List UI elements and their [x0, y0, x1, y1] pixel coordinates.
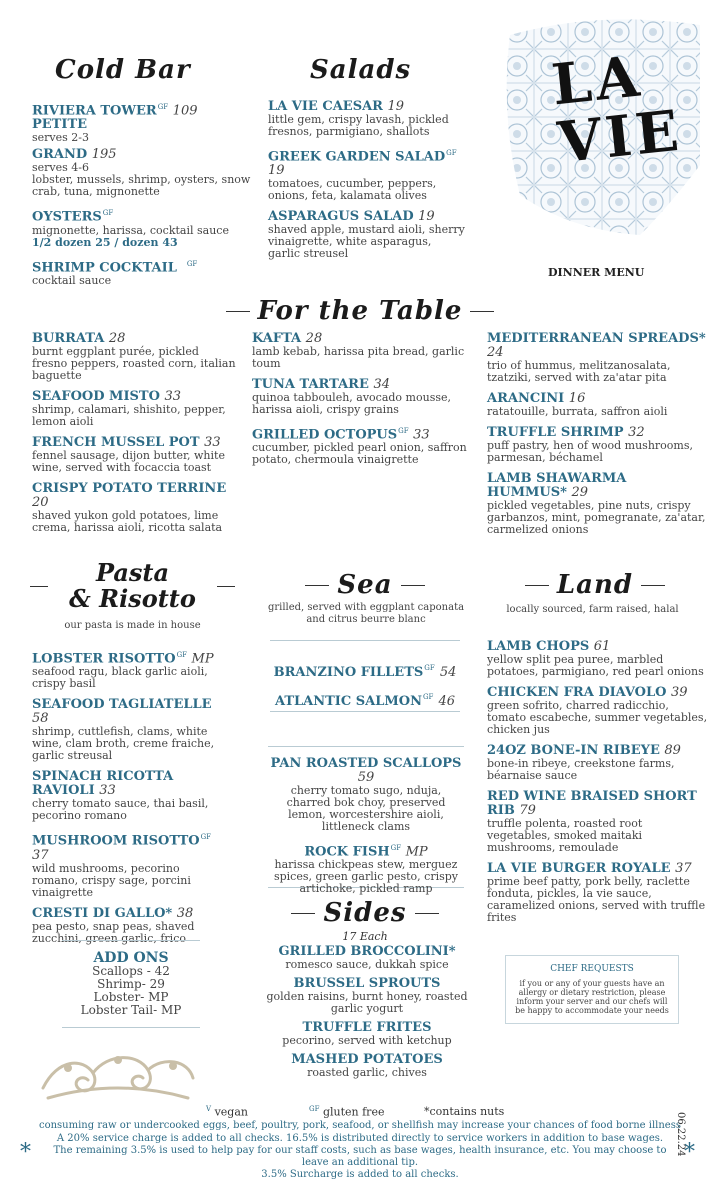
item-desc: puff pastry, hen of wood mushrooms, parmesan, béchamel [487, 439, 693, 464]
divider [415, 913, 439, 914]
menu-item [32, 148, 257, 198]
menu-item [268, 757, 464, 833]
menu-item [32, 257, 257, 287]
item-price: 20 [32, 495, 49, 510]
gf-mark: GF [390, 844, 402, 852]
item-desc: truffle polenta, roasted root vegetables, smoked maitaki mushrooms, remoulade [487, 817, 643, 854]
item-name: CRESTI DI GALLO* [32, 905, 173, 921]
item-name: SEAFOOD TAGLIATELLE [32, 697, 212, 713]
item-desc: shaved apple, mustard aioli, sherry vinaigrette, white asparagus, garlic streusel [268, 223, 465, 261]
menu-item [32, 390, 237, 428]
item-price: 39 [671, 685, 688, 700]
add-on-line: Shrimp- 29 [97, 977, 165, 991]
item-desc: burnt eggplant purée, pickled fresno peppers, roasted corn, italian baguette [32, 345, 236, 382]
chef-requests-text: if you or any of your guests have an allergy or dietary restriction, please inform your server and our chefs will be happy to accommodate your needs [515, 979, 669, 1015]
item-price: 19 [418, 209, 435, 225]
gf-mark: GF [398, 427, 409, 435]
sides-section [262, 945, 472, 1087]
item-name: TUNA TARTARE [252, 377, 369, 392]
menu-item [32, 332, 237, 382]
menu-item [268, 146, 466, 202]
pasta-title-line2: & Risotto [69, 584, 196, 613]
menu-item [32, 698, 222, 762]
item-name: LOBSTER RISOTTO [32, 651, 176, 667]
divider [305, 585, 329, 586]
item-name: GRILLED BROCCOLINI* [278, 944, 456, 959]
item-desc: golden raisins, burnt honey, roasted garlic yogurt [266, 990, 468, 1015]
item-desc: shrimp, calamari, shishito, pepper, lemon aioli [32, 403, 226, 428]
menu-item [487, 686, 709, 736]
item-price: 24 [487, 345, 504, 360]
item-name: CHICKEN FRA DIAVOLO [487, 685, 667, 700]
item-desc: cherry tomato sauce, thai basil, pecorino romano [32, 797, 209, 823]
pasta-note: our pasta is made in house [64, 620, 201, 631]
divider [217, 586, 235, 587]
sides-heading [260, 898, 470, 928]
menu-item [487, 862, 709, 924]
item-desc: pecorino, served with ketchup [282, 1034, 452, 1047]
divider [291, 913, 315, 914]
item-desc: serves 4-6 lobster, mussels, shrimp, oysters, snow crab, tuna, mignonette [32, 161, 251, 199]
item-name: RIVIERA TOWER [32, 103, 157, 119]
item-name: ROCK FISH [304, 844, 390, 860]
menu-item [487, 472, 709, 536]
item-desc: little gem, crispy lavash, pickled fresnos, parmigiano, shallots [268, 113, 449, 138]
item-name: LA VIE CAESAR [268, 99, 383, 114]
salads-section [268, 100, 466, 268]
item-price: 89 [664, 743, 681, 758]
item-price: 19 [268, 163, 285, 179]
gluten-free-label: gluten free [322, 1105, 385, 1119]
divider [401, 585, 425, 586]
menu-item [32, 482, 237, 534]
item-name: PAN ROASTED SCALLOPS [270, 756, 462, 771]
item-name: GRILLED OCTOPUS [252, 427, 398, 443]
sea-box-2 [268, 746, 464, 896]
item-price: 37 [675, 861, 692, 876]
item-name: 24OZ BONE-IN RIBEYE [487, 743, 660, 758]
item-name: ARANCINI [487, 391, 565, 406]
footer-service-charge: A 20% service charge is added to all checks. 16.5% is distributed directly to service workers in addition to base wages. [56, 1133, 664, 1144]
gf-mark: GF [424, 663, 435, 672]
for-the-table-col2 [252, 332, 472, 474]
item-desc: wild mushrooms, pecorino romano, crispy sage, porcini vinaigrette [32, 861, 191, 899]
footer-remaining: The remaining 3.5% is used to help pay for our staff costs, such as base wages, health insurance, etc. You may choose to leave an additional tip. [53, 1145, 667, 1168]
item-desc: romesco sauce, dukkah spice [285, 958, 449, 971]
item-desc: pea pesto, snap peas, shaved zucchini, green garlic, frico [32, 919, 195, 945]
item-price: 33 [164, 389, 181, 404]
vegan-mark: V [206, 1105, 212, 1113]
item-desc: quinoa tabbouleh, avocado mousse, harissa aioli, crispy grains [252, 391, 451, 416]
item-desc: shaved yukon gold potatoes, lime crema, harissa aioli, ricotta salata [32, 509, 223, 534]
divider [525, 585, 549, 586]
gf-mark: GF [176, 651, 188, 659]
add-on-line: Lobster- MP [93, 990, 169, 1004]
item-price: 46 [438, 694, 456, 709]
gf-mark: GF [157, 103, 169, 111]
item-price: 32 [628, 425, 645, 440]
menu-item [487, 744, 709, 782]
item-desc: harissa chickpeas stew, merguez spices, green garlic pesto, crispy artichoke, pickled ramp [273, 858, 459, 896]
land-section [487, 640, 709, 932]
sides-title: Sides [323, 898, 407, 928]
item-desc: green sofrito, charred radicchio, tomato escabeche, summer vegetables, chicken jus [487, 699, 708, 736]
item-desc: trio of hummus, melitzanosalata, tzatziki, served with za'atar pita [487, 359, 671, 384]
add-ons-box [62, 940, 200, 1028]
sea-heading [250, 570, 480, 600]
item-price: 54 [439, 665, 457, 680]
item-desc: bone-in ribeye, creekstone farms, béarnaise sauce [487, 757, 675, 782]
menu-item [32, 907, 222, 945]
item-price: 28 [108, 331, 126, 346]
item-price: 29 [571, 485, 589, 500]
item-price: 16 [568, 391, 586, 406]
chef-requests-title: CHEF REQUESTS [550, 964, 634, 974]
cold-bar-title: Cold Bar [55, 55, 191, 85]
menu-item [262, 945, 472, 971]
menu-item [487, 426, 709, 464]
menu-item [252, 424, 472, 466]
item-name: TRUFFLE SHRIMP [487, 425, 624, 440]
add-on-line: Lobster Tail- MP [80, 1003, 182, 1017]
menu-item [487, 790, 709, 854]
item-desc: yellow split pea puree, marbled potatoes, parmigiano, red pearl onions [487, 653, 704, 678]
item-name: OYSTERS [32, 209, 102, 225]
item-name: SHRIMP COCKTAIL [32, 259, 177, 275]
item-price: MP [405, 844, 428, 860]
item-extra: 1/2 dozen 25 / dozen 43 [32, 235, 178, 249]
item-desc: lamb kebab, harissa pita bread, garlic toum [252, 345, 465, 370]
gf-mark: GF [422, 692, 434, 701]
menu-item [32, 436, 237, 474]
item-desc: roasted garlic, chives [307, 1066, 427, 1079]
divider [30, 586, 48, 587]
item-name: KAFTA [252, 331, 302, 346]
pasta-title-line1: Pasta [95, 558, 170, 587]
land-heading [480, 570, 710, 600]
land-note: locally sourced, farm raised, halal [506, 604, 679, 615]
item-price: 38 [176, 905, 194, 921]
item-desc: prime beef patty, pork belly, raclette fonduta, pickles, la vie sauce, caramelized onions, served with truffle frites [487, 875, 706, 924]
item-price: 109 [172, 103, 198, 119]
item-name: LAMB CHOPS [487, 639, 590, 654]
item-name: LAMB SHAWARMA HUMMUS* [487, 471, 627, 500]
salads-title: Salads [310, 55, 412, 85]
logo-text-la: LA [548, 43, 647, 119]
item-price: 33 [99, 783, 116, 799]
item-name: TRUFFLE FRITES [302, 1020, 432, 1035]
menu-item [268, 210, 466, 260]
menu-item [32, 830, 222, 898]
menu-item [32, 100, 257, 144]
item-name: CRISPY POTATO TERRINE [32, 481, 227, 496]
logo-text-vie: VIE [554, 97, 686, 177]
menu-item [252, 378, 472, 416]
item-desc: cherry tomato sugo, nduja, charred bok choy, preserved lemon, worcestershire aioli, littleneck clams [286, 784, 446, 833]
menu-item [487, 640, 709, 678]
menu-item [262, 1021, 472, 1047]
item-name: MASHED POTATOES [291, 1052, 443, 1067]
item-price: 58 [32, 711, 49, 727]
item-price: MP [191, 651, 214, 667]
legend-vegan [205, 1105, 248, 1119]
legend-nuts: *contains nuts [424, 1105, 505, 1118]
gf-mark: GF [102, 209, 114, 218]
gf-mark: GF [446, 149, 457, 157]
divider [470, 311, 494, 312]
footer-star-right: * [684, 1140, 695, 1165]
item-desc: cocktail sauce [32, 273, 112, 287]
item-name: MUSHROOM RISOTTO [32, 833, 200, 849]
gf-legend-mark: GF [309, 1105, 320, 1113]
pasta-section [32, 648, 222, 953]
date-stamp: 06.22.24 [675, 1112, 686, 1157]
item-name: BURRATA [32, 331, 105, 346]
menu-item [268, 841, 464, 895]
sides-each: 17 Each [342, 930, 388, 943]
ornament-icon [38, 1048, 198, 1106]
item-subname: PETITE [32, 117, 88, 133]
menu-item [487, 332, 709, 384]
item-name: FRENCH MUSSEL POT [32, 435, 200, 450]
for-the-table-col1 [32, 332, 237, 542]
item-desc: cucumber, pickled pearl onion, saffron potato, chermoula vinaigrette [252, 441, 467, 467]
divider [226, 311, 250, 312]
menu-item [268, 100, 466, 138]
vegan-label: vegan [214, 1105, 248, 1119]
item-price: 33 [204, 435, 221, 450]
land-title: Land [556, 570, 634, 600]
item-desc: tomatoes, cucumber, peppers, onions, feta, kalamata olives [268, 177, 437, 203]
item-name: ATLANTIC SALMON [274, 694, 422, 709]
item-name: BRUSSEL SPROUTS [293, 976, 441, 991]
item-price: 34 [373, 377, 390, 392]
item-name: LA VIE BURGER ROYALE [487, 861, 671, 876]
item-name: SPINACH RICOTTA RAVIOLI [32, 769, 174, 799]
for-the-table-heading [0, 296, 720, 326]
item-desc: fennel sausage, dijon butter, white wine, served with focaccia toast [32, 449, 225, 474]
divider [641, 585, 665, 586]
menu-item [32, 206, 257, 248]
footer-star-left: * [20, 1140, 31, 1165]
logo-block [500, 15, 705, 240]
chef-requests-box [505, 955, 679, 1024]
menu-item [252, 332, 472, 370]
sea-title: Sea [337, 570, 393, 600]
legend-gf [308, 1105, 384, 1119]
item-price: 33 [413, 427, 430, 443]
item-name: MEDITERRANEAN SPREADS* [487, 331, 706, 346]
item-desc: shrimp, cuttlefish, clams, white wine, clam broth, creme fraiche, garlic streusal [32, 725, 215, 763]
item-desc: ratatouille, burrata, saffron aioli [487, 405, 668, 418]
gf-mark: GF [200, 833, 212, 842]
menu-item [262, 1053, 472, 1079]
menu-item [487, 392, 709, 418]
item-desc: mignonette, harissa, cocktail sauce [32, 223, 229, 237]
menu-item [270, 661, 460, 680]
item-name: BRANZINO FILLETS [273, 665, 424, 680]
item-price: 61 [593, 639, 611, 654]
menu-item [32, 648, 222, 690]
menu-item [262, 977, 472, 1015]
dinner-menu-label: DINNER MENU [548, 266, 645, 279]
menu-item [270, 690, 460, 709]
footer-surcharge: 3.5% Surcharge is added to all checks. [261, 1169, 459, 1180]
for-the-table-title: For the Table [257, 296, 463, 326]
item-name: ASPARAGUS SALAD [268, 209, 414, 225]
item-price: 28 [305, 331, 323, 346]
item-name: GREEK GARDEN SALAD [268, 149, 446, 165]
item-name: SEAFOOD MISTO [32, 389, 160, 404]
item-name: GRAND [32, 147, 88, 163]
pasta-heading [25, 560, 240, 632]
gf-mark: GF [186, 259, 198, 268]
item-desc: seafood ragu, black garlic aioli, crispy basil [32, 665, 208, 691]
sea-note: grilled, served with eggplant caponata and citrus beurre blanc [267, 602, 465, 625]
item-price: 79 [519, 803, 536, 818]
item-desc: serves 2-3 [32, 131, 89, 145]
cold-bar-section [32, 100, 257, 295]
footer-warning: consuming raw or undercooked eggs, beef, poultry, pork, seafood, or shellfish may increase your chances of food borne illness [38, 1120, 681, 1131]
add-ons-title: ADD ONS [93, 950, 169, 966]
add-on-line: Scallops - 42 [92, 964, 170, 978]
item-price: 195 [91, 147, 117, 163]
menu-item [32, 770, 222, 822]
item-price: 59 [357, 770, 375, 785]
item-desc: pickled vegetables, pine nuts, crispy garbanzos, mint, pomegranate, za'atar, carmelized onions [487, 499, 706, 536]
sea-box [270, 640, 460, 712]
item-name: RED WINE BRAISED SHORT RIB [487, 789, 697, 818]
item-price: 19 [387, 99, 405, 114]
for-the-table-col3 [487, 332, 709, 544]
item-price: 37 [32, 847, 49, 863]
